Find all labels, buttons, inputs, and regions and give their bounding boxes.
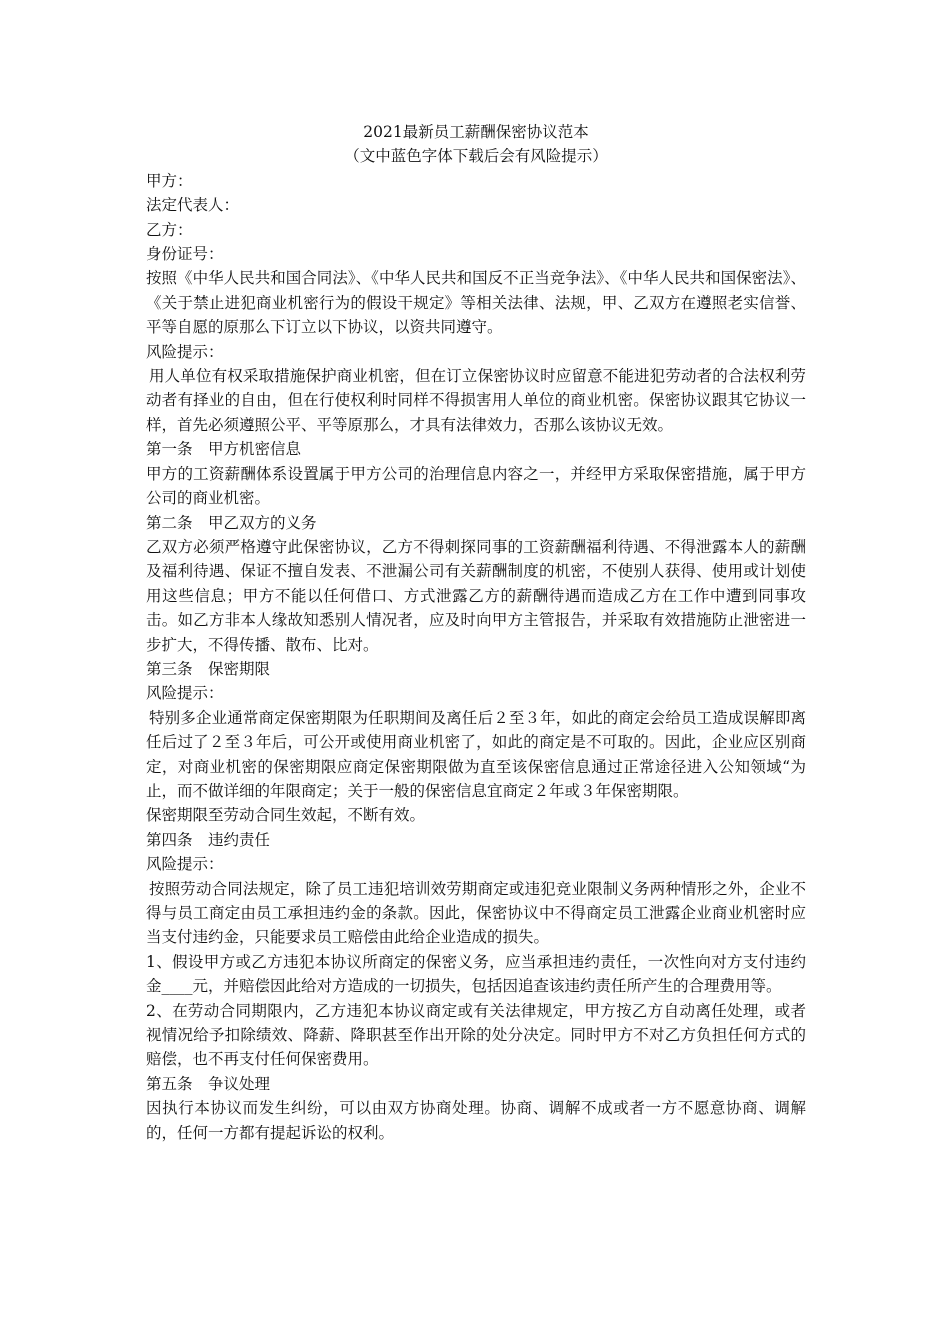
- article-4-item-1: 1、假设甲方或乙方违犯本协议所商定的保密义务，应当承担违约责任，一次性向对方支付违约金____元，并赔偿因此给对方造成的一切损失，包括因追查该违约责任所产生的合理费用等。: [146, 952, 806, 996]
- risk-paragraph-1: 用人单位有权采取措施保护商业机密，但在订立保密协议时应留意不能进犯劳动者的合法权利劳动者有择业的自由，但在行使权利时同样不得损害用人单位的商业机密。保密协议跟其它协议一样，首先必须遵照公平、平等原那么，才具有法律效力，否那么该协议无效。: [146, 367, 806, 434]
- article-3-heading: 第三条 保密期限: [146, 659, 271, 678]
- article-5-paragraph: 因执行本协议而发生纠纷，可以由双方协商处理。协商、调解不成或者一方不愿意协商、调解的，任何一方都有提起诉讼的权利。: [146, 1099, 806, 1142]
- risk-label-2: 风险提示：: [146, 684, 224, 703]
- legal-representative-label: 法定代表人：: [146, 196, 240, 215]
- risk-label-1: 风险提示：: [146, 342, 224, 361]
- preamble-paragraph: 按照《中华人民共和国合同法》、《中华人民共和国反不正当竞争法》、《中华人民共和国保密法》、《关于禁止进犯商业机密行为的假设干规定》等相关法律、法规，甲、乙双方在遵照老实信誉、平等自愿的原那么下订立以下协议，以资共同遵守。: [146, 269, 806, 337]
- document-subtitle: （文中蓝色字体下载后会有风险提示）: [344, 147, 608, 166]
- risk-label-3: 风险提示：: [146, 855, 224, 874]
- article-5-heading: 第五条 争议处理: [146, 1074, 271, 1093]
- article-1-heading: 第一条 甲方机密信息: [146, 440, 302, 459]
- article-4-item-2: 2、在劳动合同期限内，乙方违犯本协议商定或有关法律规定，甲方按乙方自动离任处理，或者视情况给予扣除绩效、降薪、降职甚至作出开除的处分决定。同时甲方不对乙方负担任何方式的赔偿，也不再支付任何保密费用。: [146, 1001, 806, 1069]
- document-body: [146, 120, 806, 1145]
- party-a-label: 甲方：: [146, 171, 193, 190]
- article-1-paragraph: 甲方的工资薪酬体系设置属于甲方公司的治理信息内容之一，并经甲方采取保密措施，属于甲方公司的商业机密。: [146, 464, 806, 508]
- article-3-paragraph: 保密期限至劳动合同生效起，不断有效。: [146, 806, 426, 825]
- risk-paragraph-3: 按照劳动合同法规定，除了员工违犯培训效劳期商定或违犯竞业限制义务两种情形之外，企业不得与员工商定由员工承担违约金的条款。因此，保密协议中不得商定员工泄露企业商业机密时应当支付违约金，只能要求员工赔偿由此给企业造成的损失。: [146, 879, 806, 947]
- article-2-paragraph: 乙双方必须严格遵守此保密协议，乙方不得刺探同事的工资薪酬福利待遇、不得泄露本人的薪酬及福利待遇、保证不擅自发表、不泄漏公司有关薪酬制度的机密，不使别人获得、使用或计划使用这些信息；甲方不能以任何借口、方式泄露乙方的薪酬待遇而造成乙方在工作中遭到同事攻击。如乙方非本人缘故知悉别人情况者，应及时向甲方主管报告，并采取有效措施防止泄密进一步扩大，不得传播、散布、比对。: [146, 537, 806, 654]
- party-b-label: 乙方：: [146, 220, 193, 239]
- document-title: 2021最新员工薪酬保密协议范本: [363, 123, 589, 141]
- risk-paragraph-2: 特别多企业通常商定保密期限为任职期间及离任后２至３年，如此的商定会给员工造成误解即离任后过了２至３年后，可公开或使用商业机密了，如此的商定是不可取的。因此，企业应区别商定，对商业机密的保密期限应商定保密期限做为直至该保密信息通过正常途径进入公知领域“为止，而不做详细的年限商定；关于一般的保密信息宜商定２年或３年保密期限。: [146, 708, 806, 800]
- id-number-label: 身份证号：: [146, 245, 224, 264]
- article-4-heading: 第四条 违约责任: [146, 830, 271, 849]
- article-2-heading: 第二条 甲乙双方的义务: [146, 513, 317, 532]
